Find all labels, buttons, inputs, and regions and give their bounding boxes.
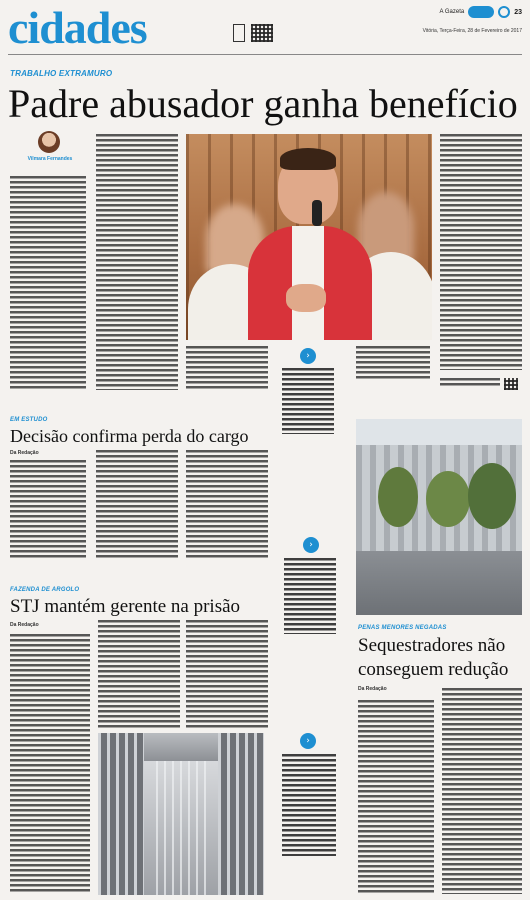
prison-photo [98, 733, 264, 895]
qr-code-icon [251, 24, 273, 42]
decisao-headline: Decisão confirma perda do cargo [10, 426, 249, 446]
tree-2 [426, 471, 470, 527]
sequestro-headline-line1: Sequestradores não [358, 635, 506, 656]
pull-quote-3 [282, 754, 336, 856]
qr-code-icon-article [504, 378, 518, 390]
main-column-3 [186, 346, 268, 390]
pull-quote-2 [284, 558, 336, 634]
main-column-5 [440, 134, 522, 370]
brand-logo-ring-icon [498, 6, 510, 18]
masthead-right [423, 6, 522, 34]
sequestro-headline-line2: conseguem redução [358, 659, 509, 680]
main-column-2 [96, 134, 178, 390]
author-name: Vilmara Fernandes [27, 156, 73, 162]
section-title: cidades [8, 2, 147, 53]
stj-headline: STJ mantém gerente na prisão [10, 596, 241, 617]
priest-hair [280, 148, 336, 170]
brand-logo-icon [468, 6, 494, 18]
prison-bars-left [98, 733, 144, 895]
decisao-kicker: EM ESTUDO [10, 417, 48, 423]
stj-byline: Da Redação [10, 622, 39, 628]
sequestro-column-1 [358, 700, 434, 894]
stj-column-3 [186, 620, 268, 728]
main-column-5-end [440, 378, 500, 388]
sequestro-column-2 [442, 688, 522, 894]
decisao-column-2 [96, 450, 178, 560]
priest-white-alb [292, 226, 324, 340]
tree-3 [468, 463, 516, 529]
main-column-1 [10, 176, 86, 390]
phone-icon [233, 24, 245, 42]
main-headline: Padre abusador ganha benefício [8, 81, 518, 126]
stj-kicker: FAZENDA DE ARGOLO [10, 587, 80, 593]
sequestro-headline [358, 634, 508, 682]
main-kicker: TRABALHO EXTRAMURO [10, 69, 113, 78]
brand-name: A Gazeta [439, 9, 465, 15]
masthead-extras [205, 24, 301, 42]
stj-column-2 [98, 620, 180, 728]
prison-bars-right [218, 733, 264, 895]
dateline: Vitória, Terça-Feira, 28 de Fevereiro de 2017 [422, 28, 522, 34]
sequestro-byline: Da Redação [358, 686, 387, 692]
tree-1 [378, 467, 418, 527]
building-photo [356, 419, 522, 615]
stj-column-1 [10, 634, 90, 892]
quote-marker-icon-1: › [300, 348, 316, 364]
priest-photo [186, 134, 432, 340]
priest-hands [286, 284, 326, 312]
microphone-icon [312, 200, 322, 226]
decisao-byline: Da Redação [10, 450, 39, 456]
quote-marker-icon-2: › [303, 537, 319, 553]
masthead-rule [8, 54, 522, 55]
sequestro-kicker: PENAS MENORES NEGADAS [358, 625, 447, 631]
decisao-column-3 [186, 450, 268, 560]
decisao-column-1 [10, 460, 86, 560]
author-avatar [38, 131, 60, 153]
page-number: 23 [514, 8, 522, 16]
prison-bars-center [156, 761, 206, 895]
pull-quote-1 [282, 368, 334, 434]
street [356, 551, 522, 615]
main-column-4a [356, 346, 430, 380]
brand-row [423, 6, 522, 18]
quote-marker-icon-3: › [300, 733, 316, 749]
